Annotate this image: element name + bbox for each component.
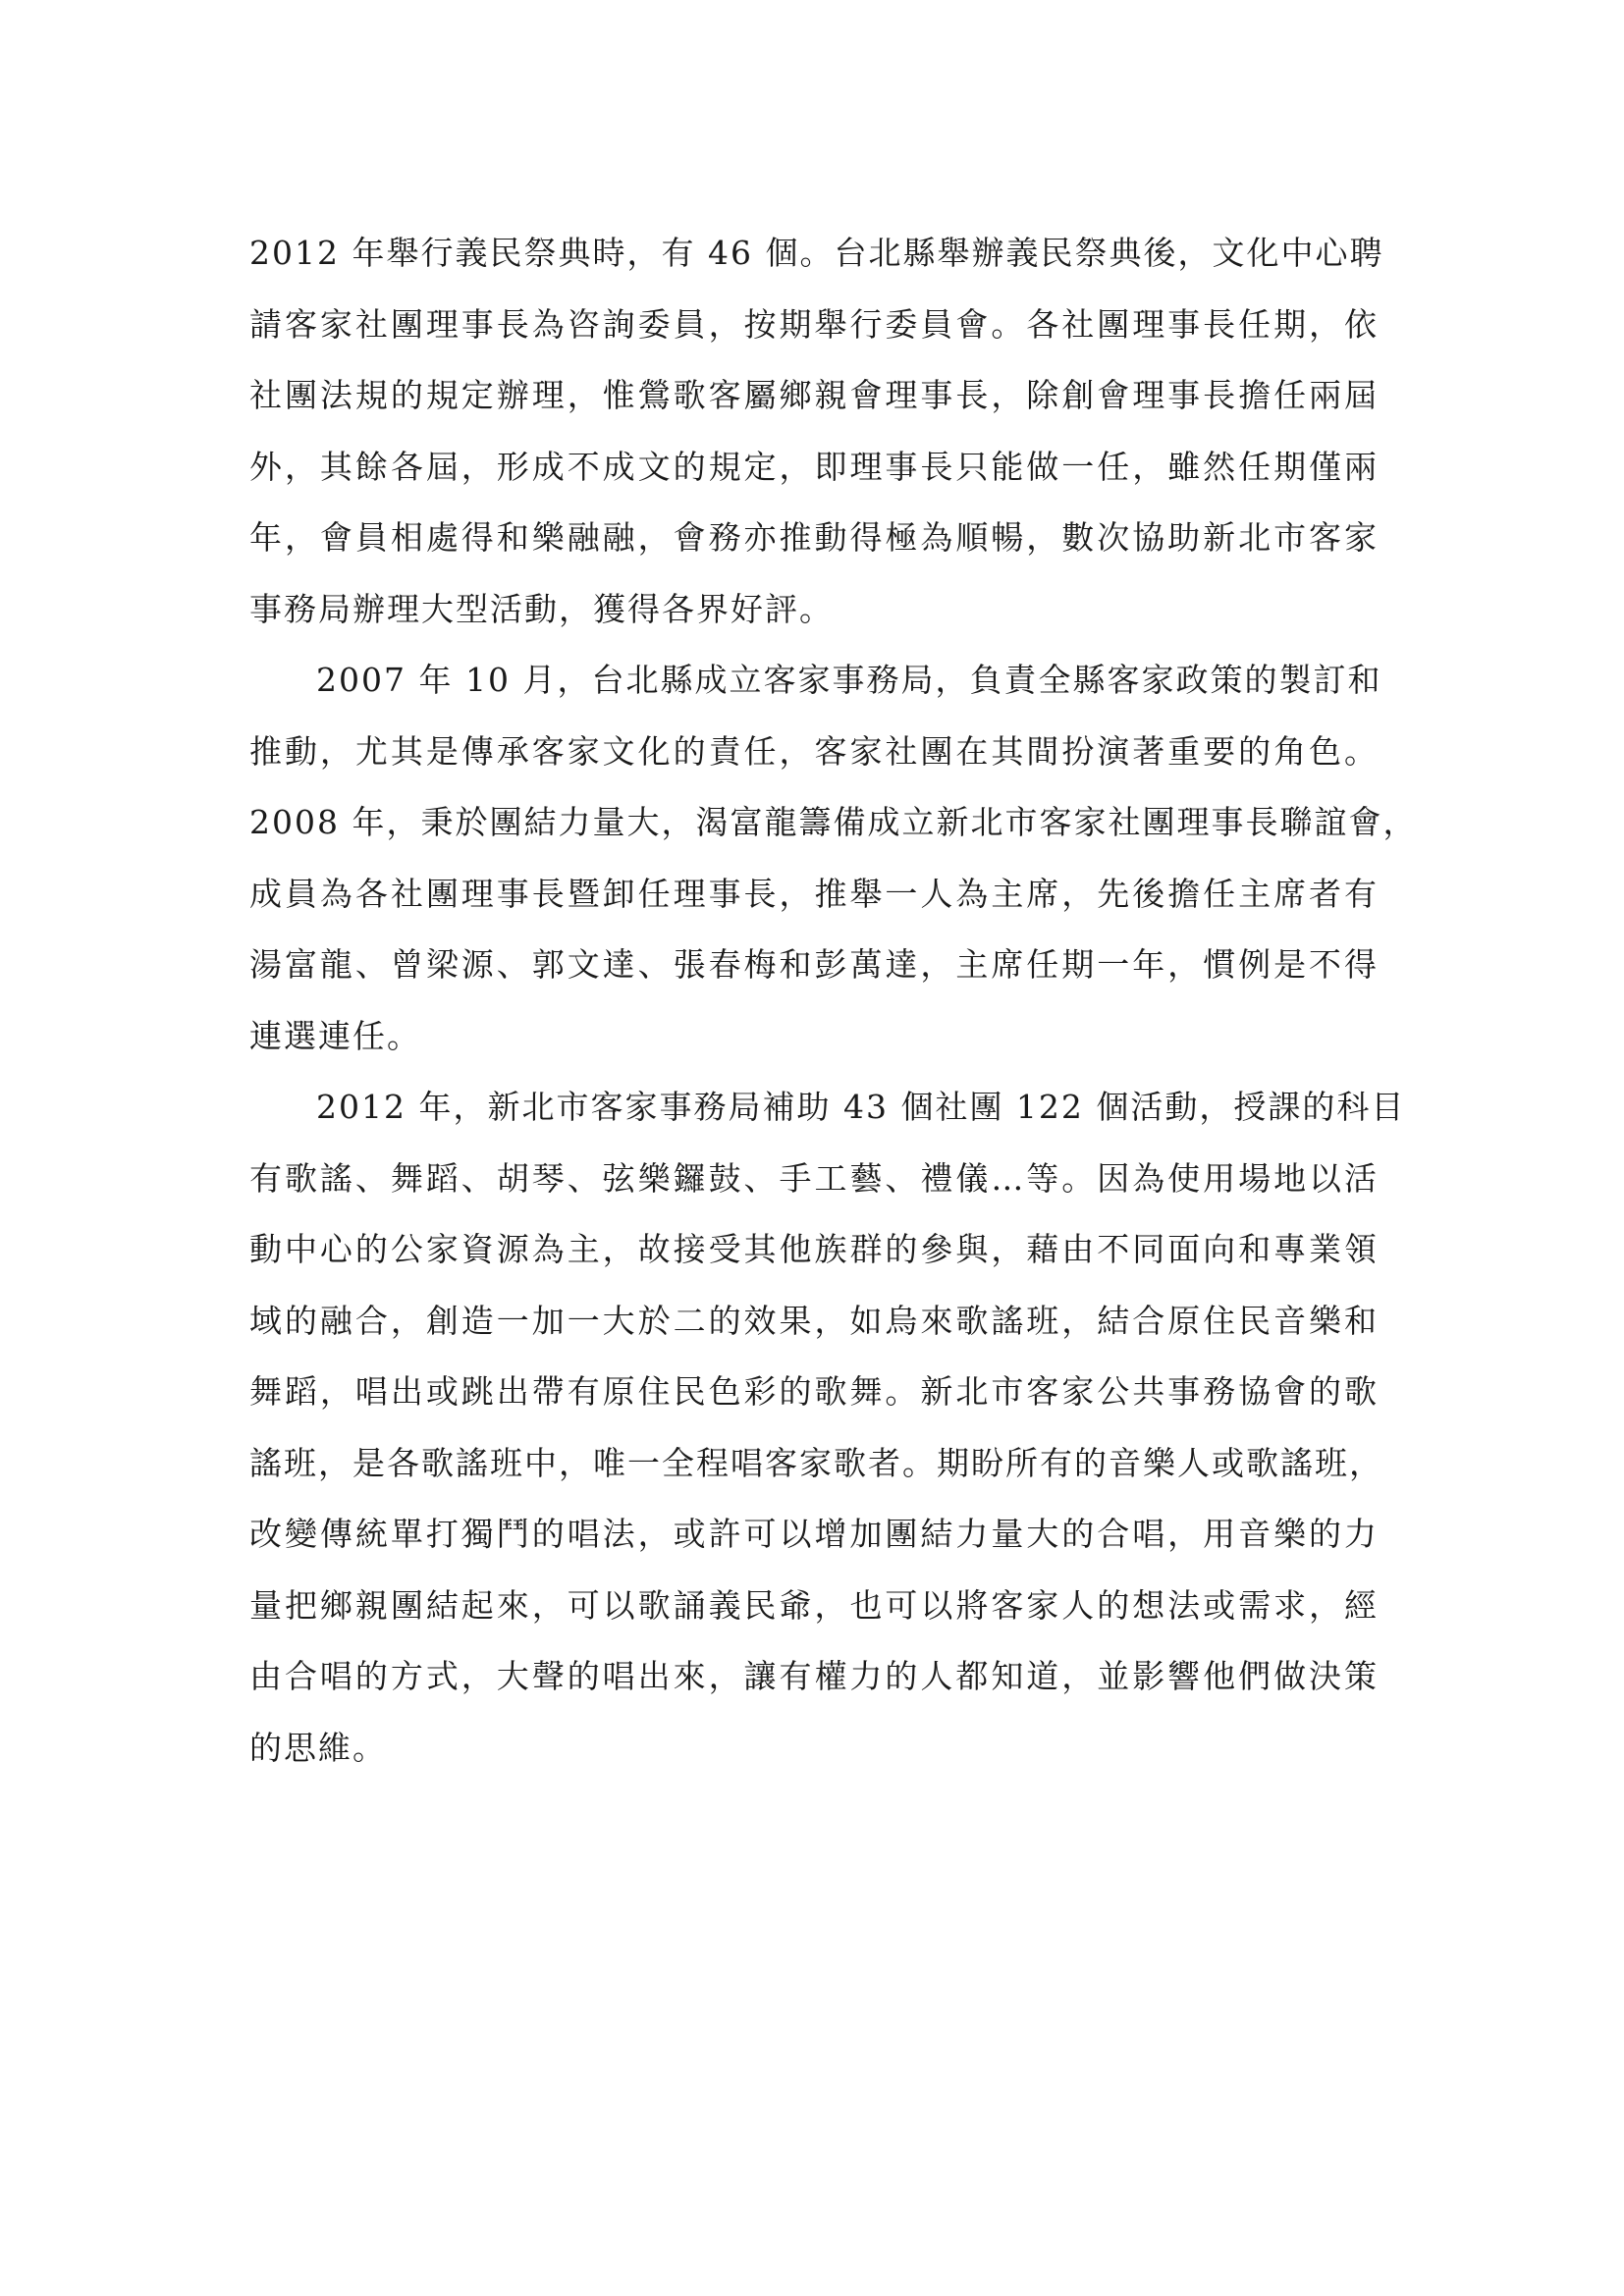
text-line: 連選連任。 — [249, 1016, 421, 1055]
text-line: 舞蹈，唱出或跳出帶有原住民色彩的歌舞。新北市客家公共事務協會的歌 — [249, 1372, 1379, 1411]
document-body — [249, 218, 1418, 1784]
text-line: 有歌謠、舞蹈、胡琴、弦樂鑼鼓、手工藝、禮儀…等。因為使用場地以活 — [249, 1158, 1379, 1198]
text-line: 成員為各社團理事長暨卸任理事長，推舉一人為主席，先後擔任主席者有 — [249, 874, 1379, 913]
text-line: 事務局辦理大型活動，獲得各界好評。 — [249, 589, 834, 628]
text-line: 量把鄉親團結起來，可以歌誦義民爺，也可以將客家人的想法或需求，經 — [249, 1585, 1379, 1625]
text-line: 動中心的公家資源為主，故接受其他族群的參與，藉由不同面向和專業領 — [249, 1230, 1379, 1268]
text-line: 年，會員相處得和樂融融，會務亦推動得極為順暢，數次協助新北市客家 — [249, 518, 1379, 557]
paragraph-2 — [249, 645, 1418, 1072]
text-line: 2008 年，秉於團結力量大，渴富龍籌備成立新北市客家社團理事長聯誼會， — [249, 803, 1418, 841]
text-line: 域的融合，創造一加一大於二的效果，如烏來歌謠班，結合原住民音樂和 — [249, 1301, 1379, 1340]
text-line: 的思維。 — [249, 1728, 387, 1767]
text-line: 由合唱的方式，大聲的唱出來，讓有權力的人都知道，並影響他們做決策 — [249, 1657, 1379, 1695]
text-line: 外，其餘各屆，形成不成文的規定，即理事長只能做一任，雖然任期僅兩 — [249, 447, 1379, 486]
text-line: 湯富龍、曾梁源、郭文達、張春梅和彭萬達，主席任期一年，慣例是不得 — [249, 945, 1379, 984]
text-line: 社團法規的規定辦理，惟鶯歌客屬鄉親會理事長，除創會理事長擔任兩屆 — [249, 376, 1379, 414]
text-line: 2007 年 10 月，台北縣成立客家事務局，負責全縣客家政策的製訂和 — [316, 661, 1382, 699]
text-line: 2012 年舉行義民祭典時，有 46 個。台北縣舉辦義民祭典後，文化中心聘 — [249, 234, 1384, 272]
paragraph-1 — [249, 218, 1384, 645]
paragraph-3 — [249, 1072, 1406, 1784]
text-line: 謠班，是各歌謠班中，唯一全程唱客家歌者。期盼所有的音樂人或歌謠班， — [249, 1443, 1383, 1482]
text-line: 2012 年，新北市客家事務局補助 43 個社團 122 個活動，授課的科目 — [316, 1088, 1406, 1126]
text-line: 改變傳統單打獨鬥的唱法，或許可以增加團結力量大的合唱，用音樂的力 — [249, 1515, 1379, 1553]
text-line: 推動，尤其是傳承客家文化的責任，客家社團在其間扮演著重要的角色。 — [249, 731, 1379, 771]
text-line: 請客家社團理事長為咨詢委員，按期舉行委員會。各社團理事長任期，依 — [249, 304, 1379, 344]
